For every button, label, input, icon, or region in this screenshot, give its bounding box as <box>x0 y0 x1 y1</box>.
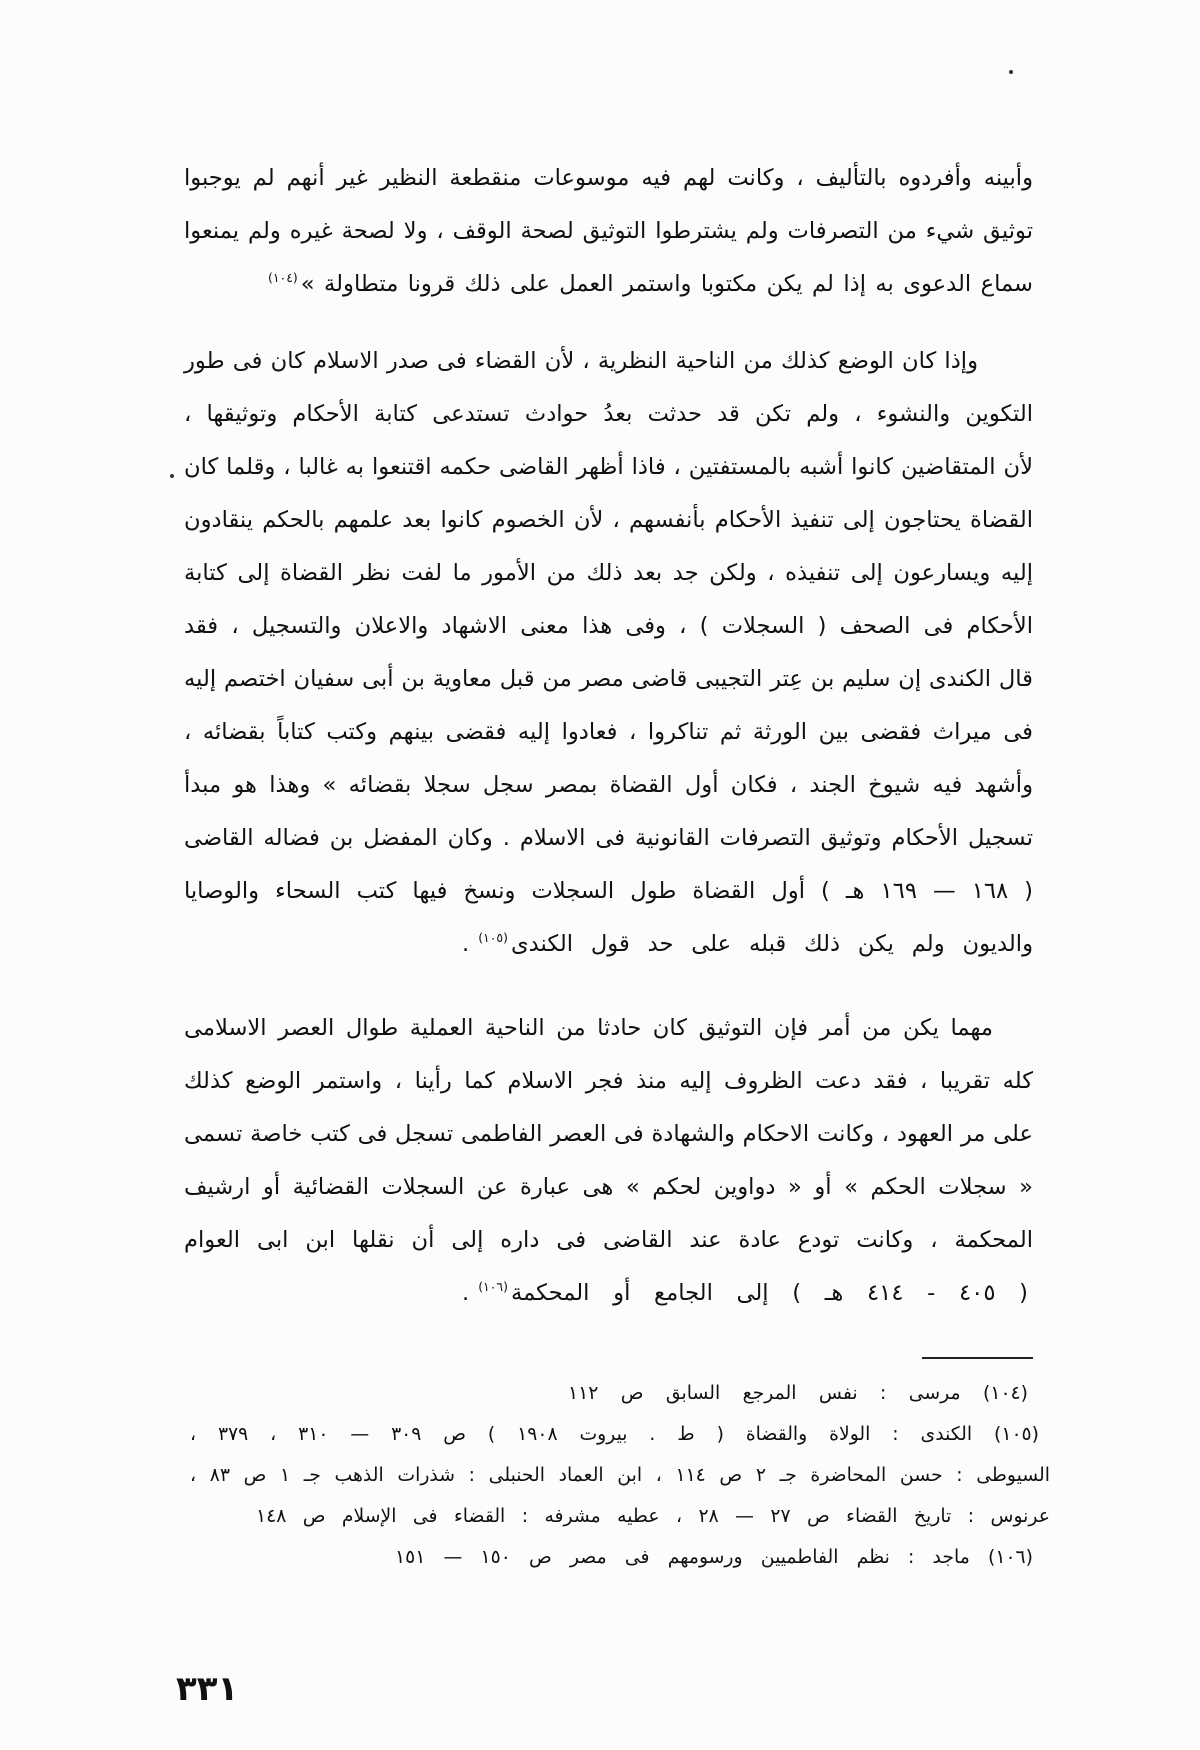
footnote-marker: (١٠٥) <box>478 929 508 945</box>
text-line <box>183 1055 1033 1108</box>
text-line <box>183 547 1033 600</box>
text-line <box>183 1002 993 1055</box>
footnote-separator <box>922 1357 1033 1359</box>
line-text: قال الكندى إن سليم بن عِتر التجيبى قاضى مصر من قبل معاوية بن أبى سفيان اختصم إليه <box>184 666 1033 692</box>
line-text: توثيق شيء من التصرفات ولم يشترطوا التوثيق لصحة الوقف ، ولا لصحة غيره ولم يمنعوا <box>184 218 1033 244</box>
footnote-marker: (١٠٦) <box>478 1278 508 1294</box>
line-text: وإذا كان الوضع كذلك من الناحية النظرية ، لأن القضاء فى صدر الاسلام كان فى طور <box>184 348 978 374</box>
text-line <box>183 759 1033 812</box>
footnote-line <box>567 1374 1028 1414</box>
text-line <box>461 918 1033 971</box>
text-line <box>183 812 1033 865</box>
text-line <box>183 865 1033 918</box>
line-content <box>268 258 1033 311</box>
text-line <box>183 653 1033 706</box>
text-line <box>183 335 978 388</box>
footnote-line <box>394 1538 1033 1578</box>
footnote-line <box>189 1456 1050 1496</box>
line-text: كله تقريبا ، فقد دعت الظروف إليه منذ فجر الاسلام كما رأينا ، واستمر الوضع كذلك <box>184 1068 1033 1094</box>
text-line <box>183 1108 1033 1161</box>
line-text: والديون ولم يكن ذلك قبله على حد قول الكندى <box>510 931 1033 957</box>
paragraph <box>183 152 1033 311</box>
line-text: تسجيل الأحكام وتوثيق التصرفات القانونية فى الاسلام . وكان المفضل بن فضاله القاضى <box>184 825 1033 851</box>
text-line <box>183 205 1033 258</box>
footnote-text: (١٠٤) مرسى : نفس المرجع السابق ص ١١٢ <box>568 1383 1028 1404</box>
line-text: على مر العهود ، وكانت الاحكام والشهادة فى العصر الفاطمى تسجل فى كتب خاصة تسمى <box>184 1121 1033 1147</box>
line-text: ( ٤٠٥ - ٤١٤ هـ ) إلى الجامع أو المحكمة <box>510 1280 1028 1306</box>
line-content <box>462 918 1033 971</box>
text-line <box>183 706 1033 759</box>
text-line <box>183 494 1033 547</box>
footnote-text: (١٠٦) ماجد : نظم الفاطميين ورسومهم فى مصر ص ١٥٠ — ١٥١ <box>395 1547 1033 1568</box>
paragraph <box>183 1002 1033 1320</box>
line-text: « سجلات الحكم » أو « دواوين لحكم » هى عبارة عن السجلات القضائية أو ارشيف <box>184 1174 1033 1200</box>
text-line <box>461 1267 1028 1320</box>
sentence-period: . <box>462 931 470 957</box>
footnote-text: (١٠٥) الكندى : الولاة والقضاة ( ط . بيروت ١٩٠٨ ) ص ٣٠٩ — ٣١٠ ، ٣٧٩ ، <box>189 1424 1039 1445</box>
footnote-line <box>189 1415 1039 1455</box>
line-text: إليه ويسارعون إلى تنفيذه ، ولكن جد بعد ذلك من الأمور ما لفت نظر القضاة إلى كتابة <box>184 560 1033 586</box>
line-text: وأبينه وأفردوه بالتأليف ، وكانت لهم فيه موسوعات منقطعة النظير غير أنهم لم يوجبوا <box>184 165 1033 191</box>
scan-speck <box>170 474 174 478</box>
text-line <box>183 600 1033 653</box>
scan-speck <box>1009 70 1013 74</box>
footnote-marker: (١٠٤) <box>268 269 298 285</box>
line-text: الأحكام فى الصحف ( السجلات ) ، وفى هذا معنى الاشهاد والاعلان والتسجيل ، فقد <box>184 613 1033 639</box>
text-line <box>183 1161 1033 1214</box>
footnote-text: السيوطى : حسن المحاضرة جـ ٢ ص ١١٤ ، ابن العماد الحنبلى : شذرات الذهب جـ ١ ص ٨٣ ، <box>190 1465 1050 1486</box>
line-text: القضاة يحتاجون إلى تنفيذ الأحكام بأنفسهم ، لأن الخصوم كانوا بعد علمهم بالحكم ينقادون <box>184 507 1033 533</box>
footnote-text: عرنوس : تاريخ القضاء ص ٢٧ — ٢٨ ، عطيه مشرفه : القضاء فى الإسلام ص ١٤٨ <box>256 1506 1050 1527</box>
text-line <box>183 441 1033 494</box>
line-text: ( ١٦٨ — ١٦٩ هـ ) أول القضاة طول السجلات ونسخ فيها كتب السحاء والوصايا <box>184 878 1033 904</box>
text-line <box>183 388 1033 441</box>
line-content <box>462 1267 1028 1320</box>
line-text: المحكمة ، وكانت تودع عادة عند القاضى فى داره إلى أن نقلها ابن ابى العوام <box>184 1227 1033 1253</box>
footnote-line <box>255 1497 1050 1537</box>
line-text: وأشهد فيه شيوخ الجند ، فكان أول القضاة بمصر سجل سجلا بقضائه » وهذا هو مبدأ <box>184 772 1033 798</box>
line-text: التكوين والنشوء ، ولم تكن قد حدثت بعدُ حوادث تستدعى كتابة الأحكام وتوثيقها ، <box>184 401 1033 427</box>
paragraph <box>183 335 1033 971</box>
line-text: مهما يكن من أمر فإن التوثيق كان حادثا من الناحية العملية طوال العصر الاسلامى <box>184 1015 993 1041</box>
line-text: فى ميراث فقضى بين الورثة ثم تناكروا ، فعادوا إليه فقضى بينهم وكتب كتاباً بقضائه ، <box>184 719 1033 745</box>
line-text: لأن المتقاضين كانوا أشبه بالمستفتين ، فاذا أظهر القاضى حكمه اقتنعوا به غالبا ، وقلما كان <box>184 454 1033 480</box>
page-number: ٣٣١ <box>176 1669 239 1709</box>
text-line <box>183 1214 1033 1267</box>
text-line <box>267 258 1033 311</box>
line-text: سماع الدعوى به إذا لم يكن مكتوبا واستمر العمل على ذلك قرونا متطاولة » <box>300 271 1033 297</box>
sentence-period: . <box>462 1280 470 1306</box>
text-line <box>183 152 1033 205</box>
